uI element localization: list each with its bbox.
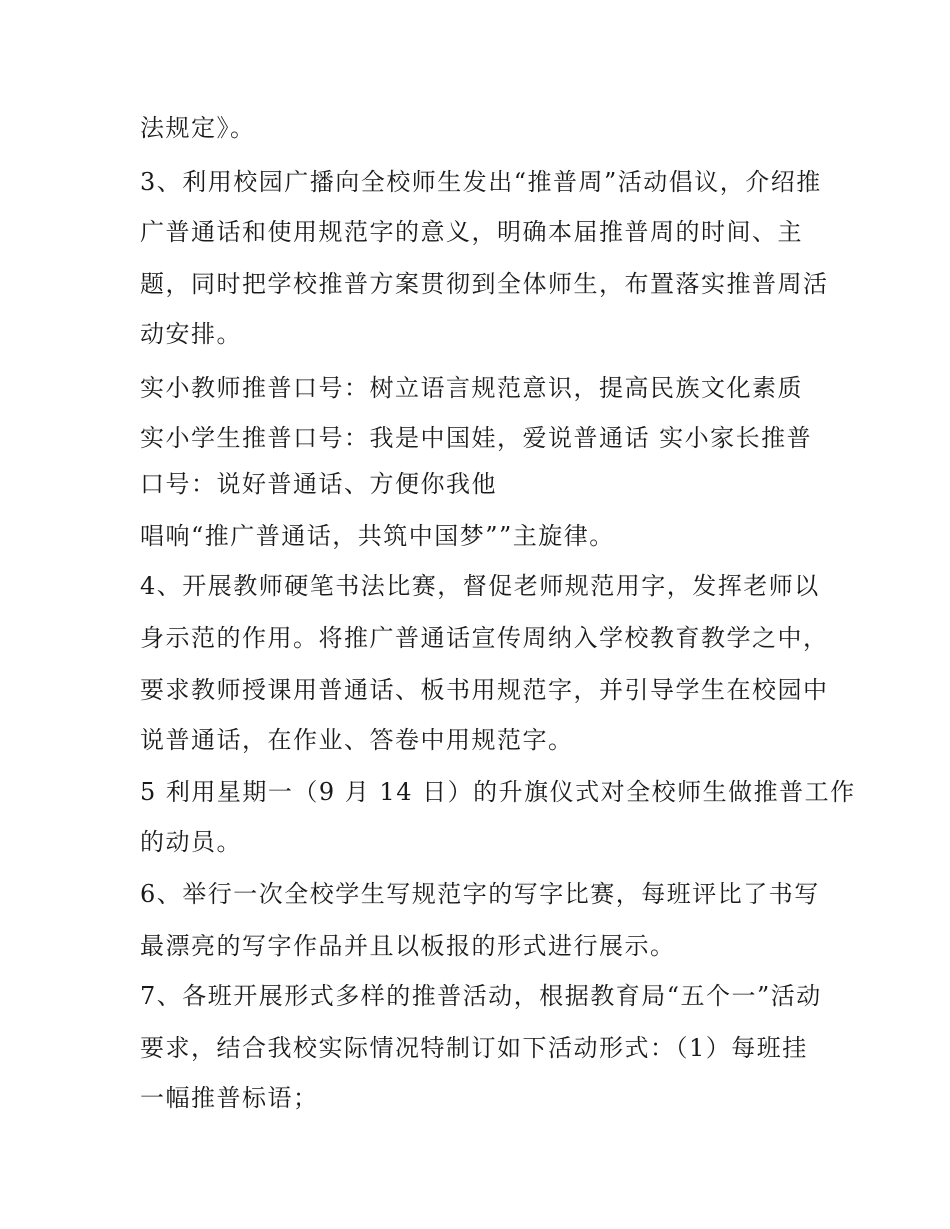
- text-line: 唱响“推广普通话，共筑中国梦””主旋律。: [140, 522, 615, 550]
- text-line: 一幅推普标语；: [140, 1084, 319, 1112]
- text-line: 说普通话，在作业、答卷中用规范字。: [140, 726, 574, 754]
- text-line: 要求，结合我校实际情况特制订如下活动形式：（1）每班挂: [140, 1034, 808, 1062]
- text-line: 5 利用星期一（9 月 14 日）的升旗仪式对全校师生做推普工作: [140, 778, 856, 806]
- text-line: 动安排。: [140, 320, 242, 348]
- text-line: 广普通话和使用规范字的意义，明确本届推普周的时间、主: [140, 218, 803, 246]
- text-line: 口号：说好普通话、方便你我他: [140, 470, 497, 498]
- text-line: 最漂亮的写字作品并且以板报的形式进行展示。: [140, 932, 676, 960]
- text-line: 法规定》。: [140, 114, 256, 142]
- text-line: 要求教师授课用普通话、板书用规范字，并引导学生在校园中: [140, 676, 829, 704]
- text-line: 6、举行一次全校学生写规范字的写字比赛，每班评比了书写: [140, 880, 820, 908]
- text-line: 实小教师推普口号：树立语言规范意识，提高民族文化素质: [140, 374, 803, 402]
- text-line: 3、利用校园广播向全校师生发出“推普周”活动倡议，介绍推: [140, 168, 822, 196]
- text-line: 实小学生推普口号：我是中国娃，爱说普通话 实小家长推普: [140, 424, 813, 452]
- text-line: 题，同时把学校推普方案贯彻到全体师生，布置落实推普周活: [140, 270, 829, 298]
- text-line: 的动员。: [140, 828, 242, 856]
- text-line: 7、各班开展形式多样的推普活动，根据教育局“五个一”活动: [140, 982, 822, 1010]
- text-line: 4、开展教师硬笔书法比赛，督促老师规范用字，发挥老师以: [140, 572, 820, 600]
- text-line: 身示范的作用。将推广普通话宣传周纳入学校教育教学之中，: [140, 624, 829, 652]
